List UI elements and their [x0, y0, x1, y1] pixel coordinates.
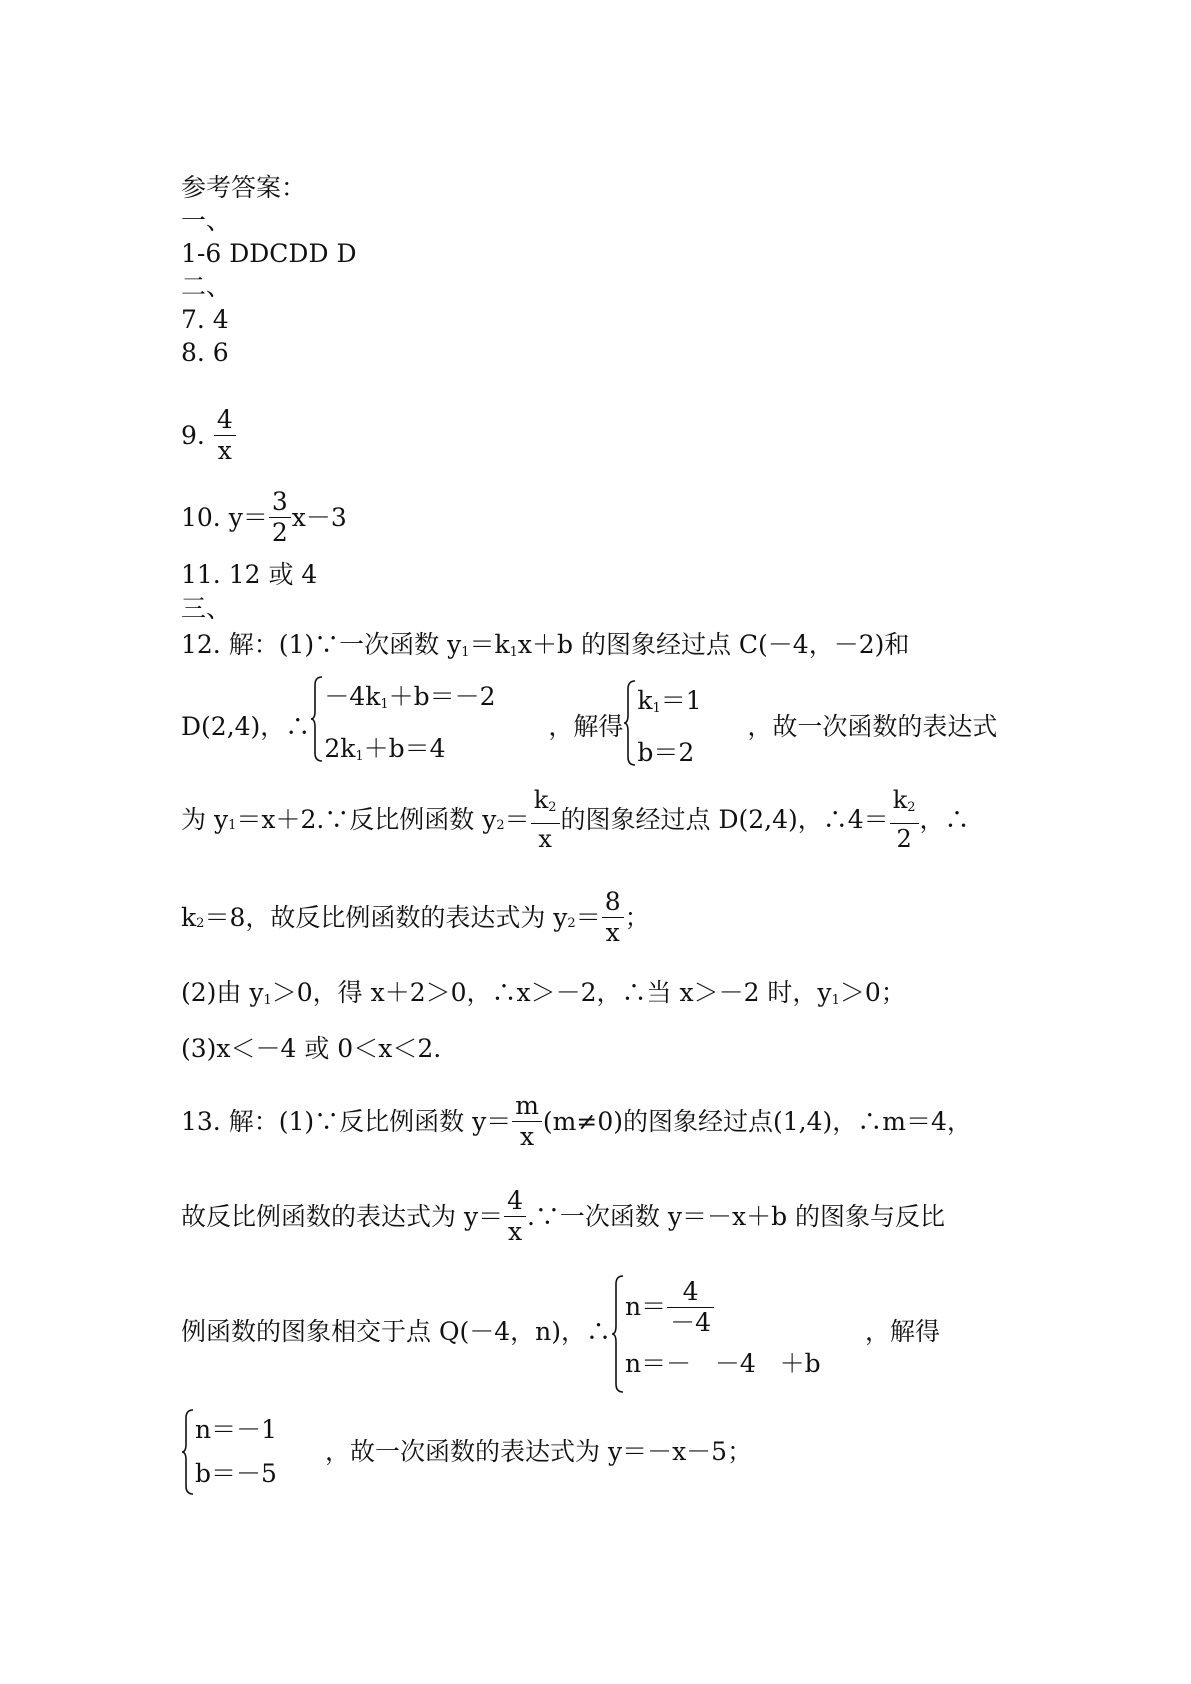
q13-line-1: 13. 解：(1)∵反比例函数 y＝ $\frac{m}{x}$ (m≠0)的图象经过点(1,4)，∴m＝4，	[181, 1091, 972, 1151]
fraction: $\frac{3}{2}$	[269, 489, 291, 546]
section-heading-3: 三、	[181, 594, 232, 623]
fraction: $\frac{4}{-4}$	[667, 1279, 714, 1336]
answer-9: 9. $\frac{4}{x}$	[181, 404, 237, 464]
q13-line-2: 故反比例函数的表达式为 y＝ $\frac{4}{x}$ .∵一次函数 y＝－x＋b 的图象与反比	[181, 1186, 946, 1246]
q12-line-2: D(2,4)，∴ $-4k_1+b=-2$ $2k_1+b=4$ ，解得 $k_1=1$ b＝2 ，故一次函数的表达式	[181, 675, 997, 765]
brace-icon	[611, 1274, 625, 1394]
answer-7: 7. 4	[181, 305, 229, 334]
fraction: $\frac{k_2}{x}$	[531, 787, 560, 852]
section-heading-2: 二、	[181, 272, 232, 301]
q12-line-6: (3)x＜－4 或 0＜x＜2.	[181, 1034, 442, 1063]
answer-1-6: 1-6 DDCDD D	[181, 239, 357, 268]
q12-line-4: $k_2=8$，故反比例函数的表达式为 $y_2=$ $\frac{8}{x}$ ；	[181, 887, 650, 947]
brace-icon	[310, 675, 324, 763]
equation-system: $-4k_1+b=-2$ $2k_1+b=4$	[310, 675, 534, 779]
answer-11: 11. 12 或 4	[181, 560, 318, 589]
answer-title: 参考答案：	[181, 173, 307, 202]
answer-8: 8. 6	[181, 338, 229, 367]
fraction: $\frac{k_2}{2}$	[890, 787, 919, 852]
q12-line-5: (2)由 $y_1>0$，得 x＋2＞0，∴x＞－2，∴当 x＞－2 时，$y_1>0$；	[181, 978, 906, 1008]
brace-icon	[623, 679, 637, 767]
fraction: $\frac{4}{x}$	[504, 1188, 526, 1245]
fraction: $\frac{4}{x}$	[214, 407, 236, 464]
q13-line-4: n＝－1 b＝－5 ，故一次函数的表达式为 y＝－x－5；	[181, 1405, 752, 1495]
brace-icon	[181, 1408, 195, 1496]
fraction: $\frac{8}{x}$	[602, 889, 624, 946]
equation-system: n＝ $\frac{4}{-4}$ n＝－ －4 ＋b	[611, 1274, 855, 1390]
equation-system: $k_1=1$ b＝2	[623, 679, 733, 775]
q12-line-3: 为 $y_1=x+2.\because$反比例函数 $y_2=$ $\frac{k_2}{x}$ 的图象经过点 D(2,4)，∴4＝ $\frac{k_2}{2}$ ，∴	[181, 786, 970, 853]
equation-system: n＝－1 b＝－5	[181, 1408, 305, 1496]
fraction: $\frac{m}{x}$	[512, 1093, 542, 1150]
q12-line-1: 12. 解：(1)∵一次函数 $y_1=k_1x+b$ 的图象经过点 C(－4，－2)和	[181, 630, 910, 660]
section-heading-1: 一、	[181, 206, 232, 235]
answer-10: 10. y＝ $\frac{3}{2}$ x－3	[181, 487, 347, 547]
q13-line-3: 例函数的图象相交于点 Q(－4，n)，∴ n＝ $\frac{4}{-4}$ n＝－ －4 ＋b ，解得	[181, 1270, 940, 1390]
